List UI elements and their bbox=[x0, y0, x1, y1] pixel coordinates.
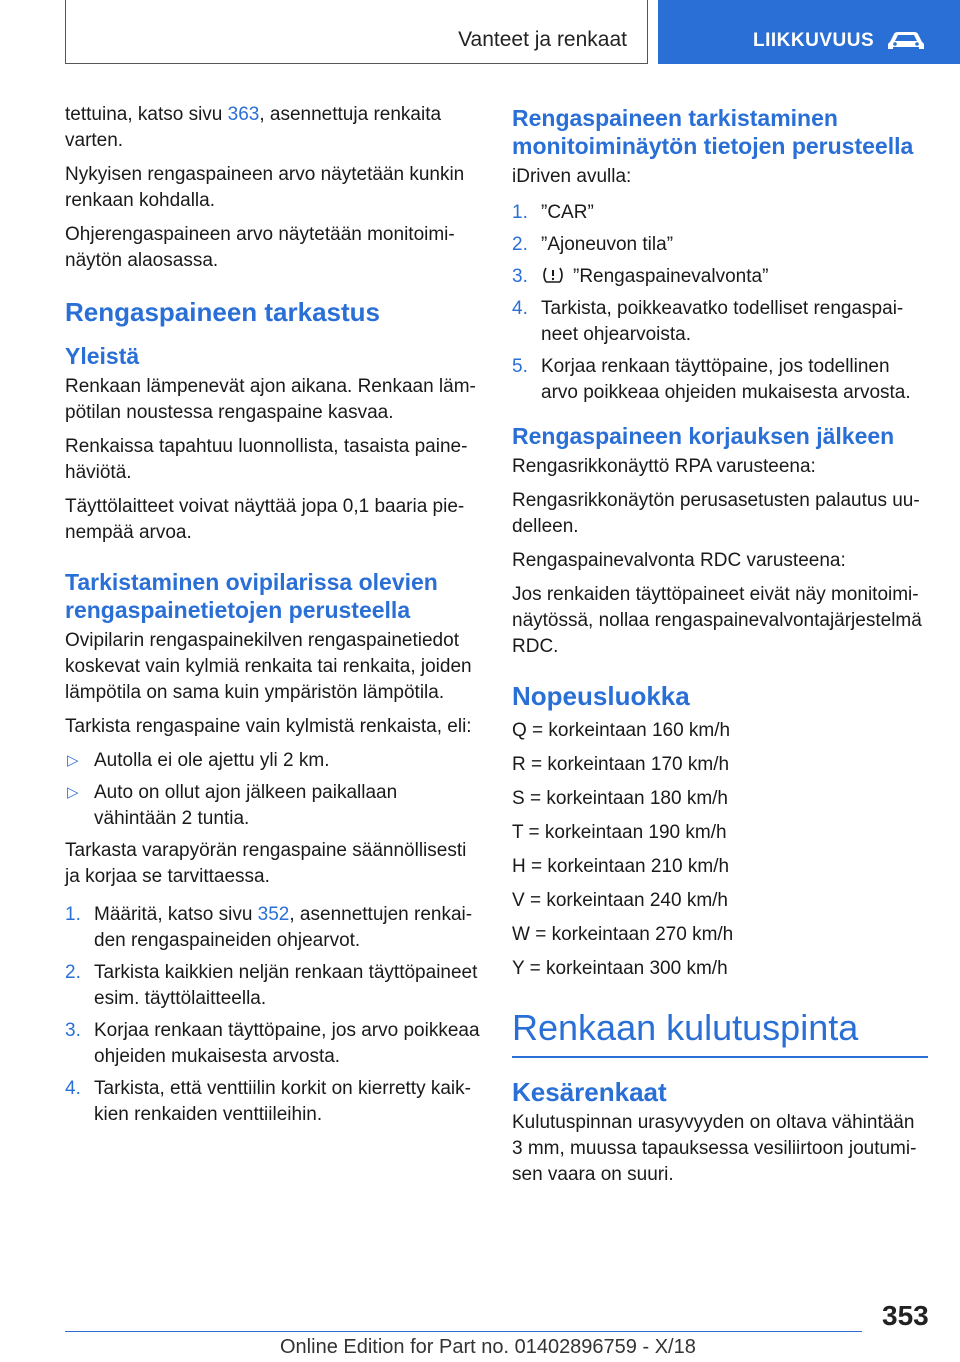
heading-speed-class: Nopeusluokka bbox=[512, 681, 690, 711]
chapter-title: LIIKKUVUUS bbox=[753, 30, 875, 51]
page-number: 353 bbox=[882, 1300, 929, 1331]
chapter-tab bbox=[658, 0, 960, 64]
paragraph: Täyttölaitteet voivat näyttää jopa 0,1 baaria pienempää arvoa. bbox=[65, 496, 465, 543]
triangle-bullet-icon: ▷ bbox=[67, 784, 79, 801]
left-column bbox=[65, 102, 483, 1134]
list-item: 1. Määritä, katso sivu 352, asennettujen renkaiden rengaspaineiden ohjearvot. bbox=[65, 904, 473, 951]
speed-class-item: W = korkeintaan 270 km/h bbox=[512, 924, 734, 945]
speed-class-item: S = korkeintaan 180 km/h bbox=[512, 788, 728, 809]
speed-class-item: H = korkeintaan 210 km/h bbox=[512, 856, 730, 877]
list-item: 1. ”CAR” bbox=[512, 202, 594, 223]
paragraph: Rengasrikkonäyttö RPA varusteena: bbox=[512, 456, 816, 477]
list-item: 3. ”Rengaspainevalvonta” bbox=[512, 266, 769, 287]
heading-door-pillar-check: Tarkistaminen ovipilarissa olevien rengaspainetietojen perusteella bbox=[65, 569, 438, 623]
numbered-list bbox=[512, 200, 928, 406]
heading-rule bbox=[512, 1056, 928, 1058]
heading-general: Yleistä bbox=[65, 343, 140, 369]
triangle-bullet-icon: ▷ bbox=[67, 752, 79, 769]
header-section-box bbox=[65, 0, 648, 64]
speed-class-item: V = korkeintaan 240 km/h bbox=[512, 890, 728, 911]
list-item: 5. Korjaa renkaan täyttöpaine, jos todellinen arvo poikkeaa ohjeiden mukaisesta arvosta. bbox=[512, 356, 911, 403]
tire-pressure-warning-icon bbox=[541, 265, 565, 285]
speed-class-item: Y = korkeintaan 300 km/h bbox=[512, 958, 728, 979]
list-item: ▷ Autolla ei ole ajettu yli 2 km. bbox=[65, 748, 483, 774]
paragraph: iDriven avulla: bbox=[512, 166, 632, 187]
paragraph: Jos renkaiden täyttöpaineet eivät näy monitoiminäytössä, nollaa rengaspainevalvontajärjestelmä RDC. bbox=[512, 584, 922, 657]
list-item: 2. ”Ajoneuvon tila” bbox=[512, 234, 674, 255]
speed-class-item: T = korkeintaan 190 km/h bbox=[512, 822, 727, 843]
heading-after-correction: Rengaspaineen korjauksen jälkeen bbox=[512, 423, 895, 449]
paragraph: Renkaan lämpenevät ajon aikana. Renkaan lämpötilan noustessa rengaspaine kasvaa. bbox=[65, 376, 476, 423]
list-item: ▷ Auto on ollut ajon jälkeen paikallaan vähintään 2 tuntia. bbox=[67, 782, 398, 829]
paragraph: Kulutuspinnan urasyvyyden on oltava vähintään 3 mm, muussa tapauksessa vesiliirtoon joutumisen vaara on suuri. bbox=[512, 1112, 917, 1185]
right-column bbox=[512, 102, 928, 1196]
paragraph: Rengaspainevalvonta RDC varusteena: bbox=[512, 550, 846, 571]
heading-summer-tires: Kesärenkaat bbox=[512, 1077, 667, 1107]
paragraph: tettuina, katso sivu 363, asennettuja renkaita varten. bbox=[65, 104, 442, 151]
page-link-352[interactable]: 352 bbox=[257, 904, 290, 925]
footer-rule bbox=[65, 1331, 862, 1332]
speed-class-list bbox=[512, 718, 928, 982]
section-title: Vanteet ja renkaat bbox=[458, 28, 627, 51]
list-item: 4. Tarkista, poikkeavatko todelliset rengaspaineet ohjearvoista. bbox=[512, 298, 904, 345]
speed-class-item: R = korkeintaan 170 km/h bbox=[512, 754, 730, 775]
heading-tire-pressure-check: Rengaspaineen tarkastus bbox=[65, 297, 381, 327]
bullet-list bbox=[65, 748, 483, 832]
paragraph: Ovipilarin rengaspainekilven rengaspainetiedot koskevat vain kylmiä renkaita tai renkaita, joiden lämpötila on sama kuin ympäristön lämpötila. bbox=[65, 630, 472, 703]
heading-monitor-check: Rengaspaineen tarkistaminen monitoiminäytön tietojen perusteella bbox=[512, 105, 914, 159]
page-link-363[interactable]: 363 bbox=[227, 104, 260, 125]
paragraph: Nykyisen rengaspaineen arvo näytetään kunkin renkaan kohdalla. bbox=[65, 164, 465, 211]
list-item: 3. Korjaa renkaan täyttöpaine, jos arvo poikkeaa ohjeiden mukaisesta arvosta. bbox=[65, 1020, 480, 1067]
list-item: 4. Tarkista, että venttiilin korkit on kierretty kaikkien renkaiden venttiileihin. bbox=[65, 1078, 471, 1125]
numbered-list bbox=[65, 902, 483, 1128]
paragraph: Renkaissa tapahtuu luonnollista, tasaista painehäviötä. bbox=[65, 436, 468, 483]
paragraph: Tarkista rengaspaine vain kylmistä renkaista, eli: bbox=[65, 716, 472, 737]
list-item: 2. Tarkista kaikkien neljän renkaan täyttöpaineet esim. täyttölaitteella. bbox=[65, 962, 478, 1009]
paragraph: Rengasrikkonäytön perusasetusten palautus uudelleen. bbox=[512, 490, 920, 537]
paragraph: Ohjerengaspaineen arvo näytetään monitoiminäytön alaosassa. bbox=[65, 224, 455, 271]
heading-tread: Renkaan kulutuspinta bbox=[512, 1007, 859, 1048]
footer-edition: Online Edition for Part no. 01402896759 - X/18 bbox=[280, 1336, 696, 1358]
paragraph: Tarkasta varapyörän rengaspaine säännöllisesti ja korjaa se tarvittaessa. bbox=[65, 840, 467, 887]
car-icon bbox=[886, 28, 926, 52]
speed-class-item: Q = korkeintaan 160 km/h bbox=[512, 720, 731, 741]
